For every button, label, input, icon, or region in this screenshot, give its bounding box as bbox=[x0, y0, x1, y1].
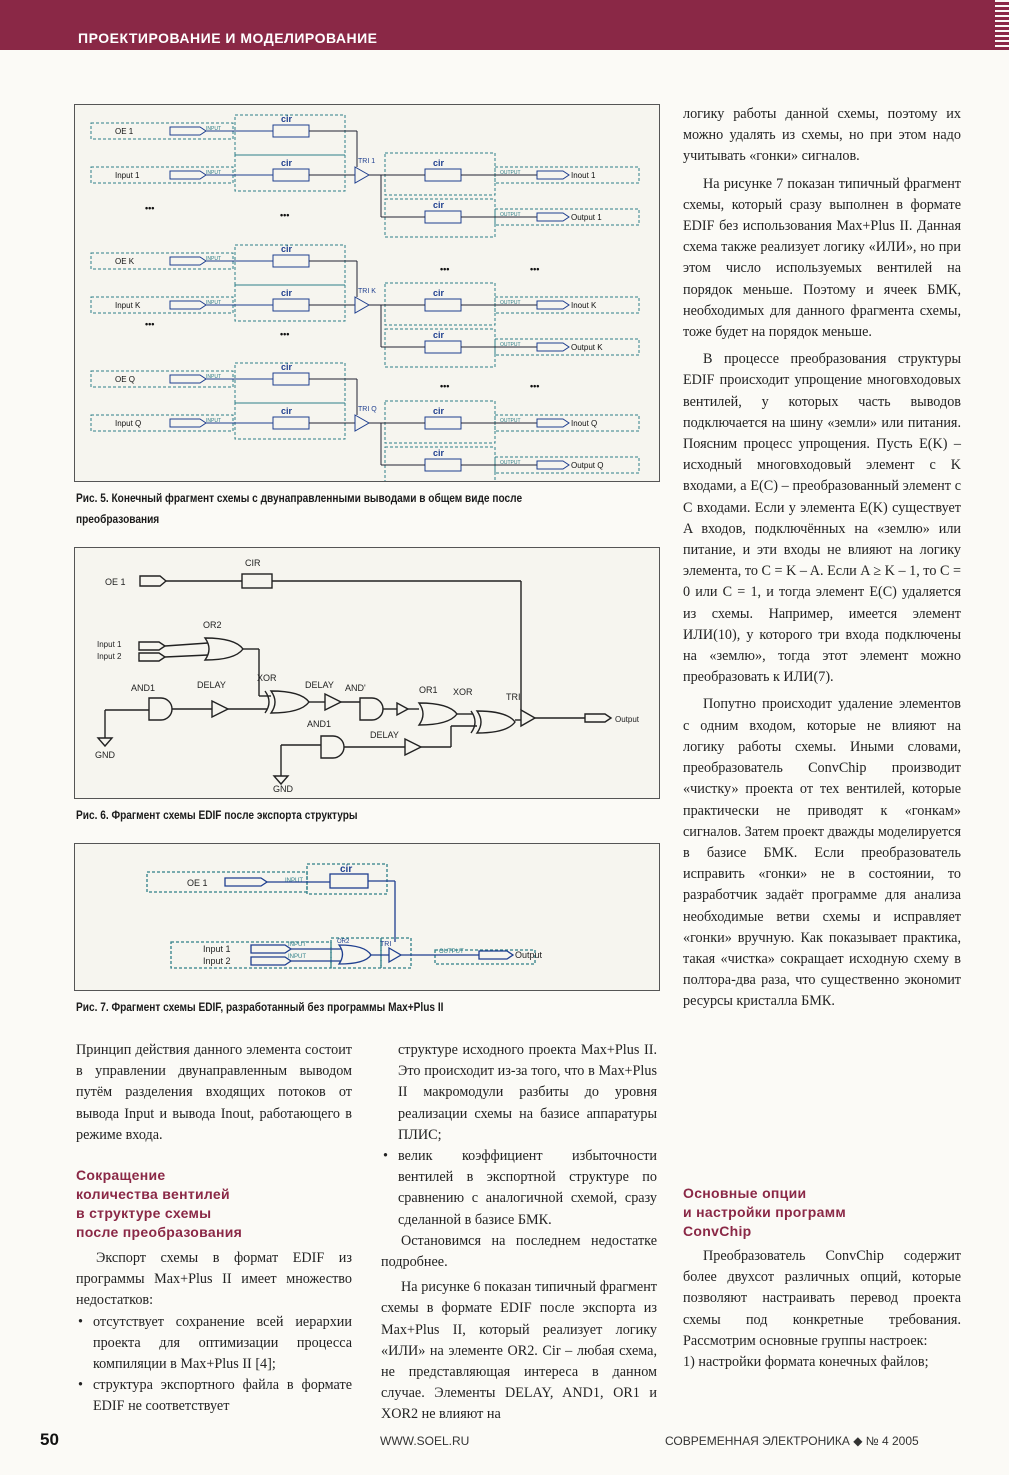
figure-5-diagram bbox=[75, 105, 659, 481]
xor-gate-2 bbox=[477, 711, 515, 733]
output-tag: OUTPUT bbox=[500, 342, 521, 348]
figure-5-caption bbox=[76, 489, 522, 531]
fig7-label-output: Output bbox=[515, 950, 543, 960]
cir-block bbox=[330, 874, 368, 888]
output-pin bbox=[537, 301, 569, 309]
output-label: Output K bbox=[571, 343, 603, 352]
input-label: Input 1 bbox=[115, 171, 140, 180]
list-item: • структура экспортного файла в формате EDIF не соответствует bbox=[76, 1375, 352, 1417]
ellipsis-mark: ••• bbox=[145, 203, 155, 213]
output-tag: OUTPUT bbox=[500, 170, 521, 176]
ellipsis-mark: ••• bbox=[145, 319, 155, 329]
cir-label: cir bbox=[433, 448, 445, 458]
fig7-output-tag: OUTPUT bbox=[439, 949, 464, 955]
input1-pin bbox=[139, 642, 165, 650]
input-pin bbox=[170, 375, 206, 383]
tri-label: TRI 1 bbox=[358, 158, 376, 165]
figure-7 bbox=[74, 843, 660, 991]
cir-block bbox=[425, 211, 461, 223]
middle-continuation: структуре исходного проекта Max+Plus II. Это происходит из-за того, что в Max+Plus II макромодули разбиты до уровня реализации схемы на базисе аппаратуры ПЛИС; bbox=[398, 1042, 657, 1143]
cir-block bbox=[273, 125, 309, 137]
fig7-label-oe1: OE 1 bbox=[187, 878, 208, 888]
input-pin bbox=[170, 171, 206, 179]
ellipsis-mark: ••• bbox=[280, 210, 290, 220]
right-paragraph-4: Преобразователь ConvChip содержит более двухсот различных опций, которые позволяют настраивать перевод проекта схемы под конкретные требования. Рассмотрим основные группы настроек: bbox=[683, 1248, 961, 1349]
right-paragraph-1: На рисунке 7 показан типичный фрагмент схемы, который сразу выполнен в формате EDIF без использования Max+Plus II. Данная схема также реализует логику «ИЛИ», но при этом число используемых вентилей на порядок меньше. Поэтому и ячеек БМК, необходимых для данного фрагмента схемы, тоже будет на порядок меньше. bbox=[683, 175, 961, 341]
page-number: 50 bbox=[40, 1430, 59, 1449]
input-tag: INPUT bbox=[206, 374, 221, 380]
cir-block bbox=[425, 299, 461, 311]
cir-block bbox=[425, 341, 461, 353]
fig6-label-delay1: DELAY bbox=[197, 680, 226, 690]
ellipsis-mark: ••• bbox=[440, 264, 450, 274]
figure-7-caption: Рис. 7. Фрагмент схемы EDIF, разработанный без программы Max+Plus II bbox=[76, 1002, 444, 1014]
output-tag: OUTPUT bbox=[500, 212, 521, 218]
fig7-input-tag-3: INPUT bbox=[288, 954, 306, 960]
input-label: Input K bbox=[115, 301, 141, 310]
output-pin bbox=[537, 419, 569, 427]
middle-column bbox=[381, 1040, 657, 1426]
delay-buffer-1 bbox=[212, 701, 228, 717]
fig6-label-output: Output bbox=[615, 715, 640, 724]
input-tag: INPUT bbox=[206, 300, 221, 306]
input-pin bbox=[170, 419, 206, 427]
fig6-label-and1: AND1 bbox=[131, 683, 156, 693]
tri-buffer bbox=[355, 415, 369, 431]
cir-label: cir bbox=[281, 362, 293, 372]
input-pin bbox=[170, 301, 206, 309]
figure-5 bbox=[74, 104, 660, 482]
input2-pin bbox=[251, 957, 291, 965]
fig6-label-xor1: XOR bbox=[257, 673, 277, 683]
input-pin bbox=[170, 257, 206, 265]
or2-gate bbox=[205, 638, 243, 660]
fig6-label-oe1: OE 1 bbox=[105, 577, 126, 587]
cir-label: cir bbox=[281, 244, 293, 254]
section-heading-reduction bbox=[76, 1166, 356, 1242]
right-paragraph-5: 1) настройки формата конечных файлов; bbox=[683, 1354, 929, 1371]
cir-block bbox=[273, 373, 309, 385]
fig6-label-delay2: DELAY bbox=[305, 680, 334, 690]
cir-label: cir bbox=[281, 114, 293, 124]
input-tag: INPUT bbox=[206, 126, 221, 132]
output-label: Inout K bbox=[571, 301, 597, 310]
heading-line-3: ConvChip bbox=[683, 1223, 752, 1239]
delay-buffer-2 bbox=[325, 694, 341, 710]
tri-buffer bbox=[355, 297, 369, 313]
right-column bbox=[683, 104, 961, 1013]
heading-line-2: количества вентилей bbox=[76, 1186, 230, 1202]
cir-label: cir bbox=[433, 200, 445, 210]
section-heading-options bbox=[683, 1184, 963, 1241]
input-tag: INPUT bbox=[206, 170, 221, 176]
output-pin bbox=[479, 951, 513, 959]
ellipsis-mark: ••• bbox=[530, 264, 540, 274]
input1-pin bbox=[251, 945, 291, 953]
fig7-label-cir: cir bbox=[340, 864, 353, 875]
and-prime-gate bbox=[360, 698, 383, 720]
output-pin bbox=[537, 171, 569, 179]
fig6-label-tri: TRI bbox=[506, 692, 521, 702]
fig6-label-xor2: XOR bbox=[453, 687, 473, 697]
right-column-lower bbox=[683, 1246, 961, 1373]
fig7-label-tri: TRI bbox=[380, 941, 392, 948]
fig6-label-gnd2: GND bbox=[273, 784, 293, 794]
output-tag: OUTPUT bbox=[500, 460, 521, 466]
page-header bbox=[0, 0, 1009, 50]
fig7-label-or2: OR2 bbox=[337, 939, 350, 945]
fig6-label-cir: CIR bbox=[245, 558, 261, 568]
ellipsis-mark: ••• bbox=[280, 329, 290, 339]
cir-block bbox=[242, 574, 272, 588]
tri-label: TRI K bbox=[358, 288, 376, 295]
fig7-input-tag-2: INPUT bbox=[288, 942, 306, 948]
delay-buffer-3 bbox=[405, 739, 421, 755]
journal-info: СОВРЕМЕННАЯ ЭЛЕКТРОНИКА ◆ № 4 2005 bbox=[665, 1434, 919, 1448]
input-pin bbox=[170, 127, 206, 135]
and1-gate bbox=[149, 698, 172, 720]
output-label: Output 1 bbox=[571, 213, 602, 222]
list-item: • велик коэффициент избыточности вентилей в экспортной структуре по сравнению с аналогичной схемой, сразу сделанной в базисе БМК. bbox=[381, 1146, 657, 1231]
fig6-label-gnd1: GND bbox=[95, 750, 115, 760]
section-title: ПРОЕКТИРОВАНИЕ И МОДЕЛИРОВАНИЕ bbox=[78, 30, 378, 46]
output-pin bbox=[537, 213, 569, 221]
fig6-label-and1-lower: AND1 bbox=[307, 719, 332, 729]
oe1-pin bbox=[140, 576, 166, 586]
cir-block bbox=[425, 417, 461, 429]
cir-label: cir bbox=[281, 288, 293, 298]
fig6-label-or2: OR2 bbox=[203, 620, 222, 630]
input-label: Input Q bbox=[115, 419, 142, 428]
tri-label: TRI Q bbox=[358, 406, 377, 413]
ellipsis-mark: ••• bbox=[440, 381, 450, 391]
cir-block bbox=[273, 299, 309, 311]
input-label: OE K bbox=[115, 257, 135, 266]
list-item: • отсутствует сохранение всей иерархии проекта для оптимизации процесса компиляции в Max+Plus II [4]; bbox=[76, 1312, 352, 1376]
header-decoration bbox=[995, 0, 1009, 50]
heading-line-3: в структуре схемы bbox=[76, 1205, 212, 1221]
output-pin bbox=[585, 714, 611, 722]
input2-pin bbox=[139, 653, 165, 661]
left-column-lower bbox=[76, 1248, 352, 1418]
figure-6-diagram bbox=[75, 548, 659, 798]
heading-line-1: Основные опции bbox=[683, 1185, 807, 1201]
heading-line-4: после преобразования bbox=[76, 1224, 243, 1240]
drawback-list bbox=[76, 1312, 352, 1418]
cir-block bbox=[273, 417, 309, 429]
input-label: OE Q bbox=[115, 375, 136, 384]
tri-buffer bbox=[389, 948, 401, 962]
cir-label: cir bbox=[433, 158, 445, 168]
cir-block bbox=[273, 169, 309, 181]
input-tag: INPUT bbox=[206, 256, 221, 262]
fig6-label-input1: Input 1 bbox=[97, 640, 122, 649]
figure-5-caption-line-1: Рис. 5. Конечный фрагмент схемы с двунаправленными выводами в общем виде после bbox=[76, 493, 523, 505]
output-pin bbox=[537, 461, 569, 469]
fig6-label-or1: OR1 bbox=[419, 685, 438, 695]
heading-line-2: и настройки программ bbox=[683, 1204, 847, 1220]
fig6-label-input2: Input 2 bbox=[97, 652, 122, 661]
cir-label: cir bbox=[433, 330, 445, 340]
figure-5-caption-line-2: преобразования bbox=[76, 514, 160, 526]
cir-label: cir bbox=[433, 288, 445, 298]
and1-gate-lower bbox=[321, 736, 344, 758]
right-paragraph-0: логику работы данной схемы, поэтому их можно удалять из схемы, но при этом надо учитывать «гонки» сигналов. bbox=[683, 106, 961, 165]
output-pin bbox=[537, 343, 569, 351]
right-paragraph-2: В процессе преобразования структуры EDIF происходит упрощение многовходовых вентилей, у которых часть выводов подключается на шину «земли» или питания. Поясним процесс упрощения. Пусть E(K) – исходный многовходовый элемент с K входами, а E(C) – преобразованный элемент с C входами. Если у элемента E(K) существует A входов, подключённых на «землю» или питание, и эти входы не влияют на логику элемента, то C = K – A. Если A ≥ K – 1, то C = 0 или C = 1, и тогда элемент E(C) удаляется из схемы. Например, имеется элемент ИЛИ(10), у которого три входа подключены на «землю», тогда этот элемент можно преобразовать к ИЛИ(7). bbox=[683, 351, 961, 686]
site-url: WWW.SOEL.RU bbox=[380, 1434, 470, 1448]
cir-block bbox=[425, 169, 461, 181]
or1-gate bbox=[419, 703, 457, 725]
cir-block bbox=[273, 255, 309, 267]
left-paragraph-2: Экспорт схемы в формат EDIF из программы Max+Plus II имеет множество недостатков: bbox=[76, 1250, 352, 1309]
output-tag: OUTPUT bbox=[500, 418, 521, 424]
xor-gate-1 bbox=[271, 691, 309, 713]
output-label: Inout 1 bbox=[571, 171, 596, 180]
drawback-list-continued bbox=[381, 1146, 657, 1231]
left-column bbox=[76, 1040, 352, 1146]
cir-block bbox=[425, 459, 461, 471]
tri-buffer bbox=[521, 710, 535, 726]
fig7-label-input1: Input 1 bbox=[203, 944, 231, 954]
figure-6-caption: Рис. 6. Фрагмент схемы EDIF после экспорта структуры bbox=[76, 810, 358, 822]
figure-7-diagram bbox=[75, 844, 659, 990]
input-label: OE 1 bbox=[115, 127, 134, 136]
output-tag: OUTPUT bbox=[500, 300, 521, 306]
figure-6 bbox=[74, 547, 660, 799]
right-paragraph-3: Попутно происходит удаление элементов с одним входом, которые не влияют на логику работы схемы. Иными словами, преобразователь ConvChip производит «чистку» проекта от тех вентилей, которые практически не приводят к «гонкам» сигналов. Затем проект дважды моделируется в базисе БМК. Если преобразователь исправить «гонки» не в состоянии, то разработчик задаёт программе для анализа необходимые ветви схемы и исправляет «гонки» вручную. Как показывает практика, такая «чистка» сокращает исходную схему в полтора-два раза, что существенно экономит ресурсы кристалла БМК. bbox=[683, 696, 961, 1010]
middle-paragraph-2: На рисунке 6 показан типичный фрагмент схемы в формате EDIF после экспорта из Max+Plus II, который реализует логику «ИЛИ» на элементе OR2. Cir – любая схема, не представляющая интереса в данном случае. Элементы DELAY, AND1, OR1 и XOR2 не влияют на bbox=[381, 1279, 657, 1423]
oe1-pin bbox=[225, 878, 267, 886]
tri-buffer bbox=[355, 167, 369, 183]
cir-label: cir bbox=[281, 406, 293, 416]
fig7-input-tag-1: INPUT bbox=[285, 878, 303, 884]
or2-gate bbox=[339, 945, 371, 964]
fig7-label-input2: Input 2 bbox=[203, 956, 231, 966]
heading-line-1: Сокращение bbox=[76, 1167, 166, 1183]
fig6-label-and-prime: AND' bbox=[345, 683, 366, 693]
middle-paragraph-1: Остановимся на последнем недостатке подробнее. bbox=[381, 1232, 657, 1271]
input-tag: INPUT bbox=[206, 418, 221, 424]
output-label: Output Q bbox=[571, 461, 604, 470]
fig6-label-delay3: DELAY bbox=[370, 730, 399, 740]
cir-label: cir bbox=[433, 406, 445, 416]
output-label: Inout Q bbox=[571, 419, 598, 428]
ellipsis-mark: ••• bbox=[530, 381, 540, 391]
cir-label: cir bbox=[281, 158, 293, 168]
left-paragraph-1: Принцип действия данного элемента состоит в управлении двунаправленным выводом путём разделения входящих потоков от вывода Input и вывода Inout, работающего в режиме входа. bbox=[76, 1042, 352, 1143]
